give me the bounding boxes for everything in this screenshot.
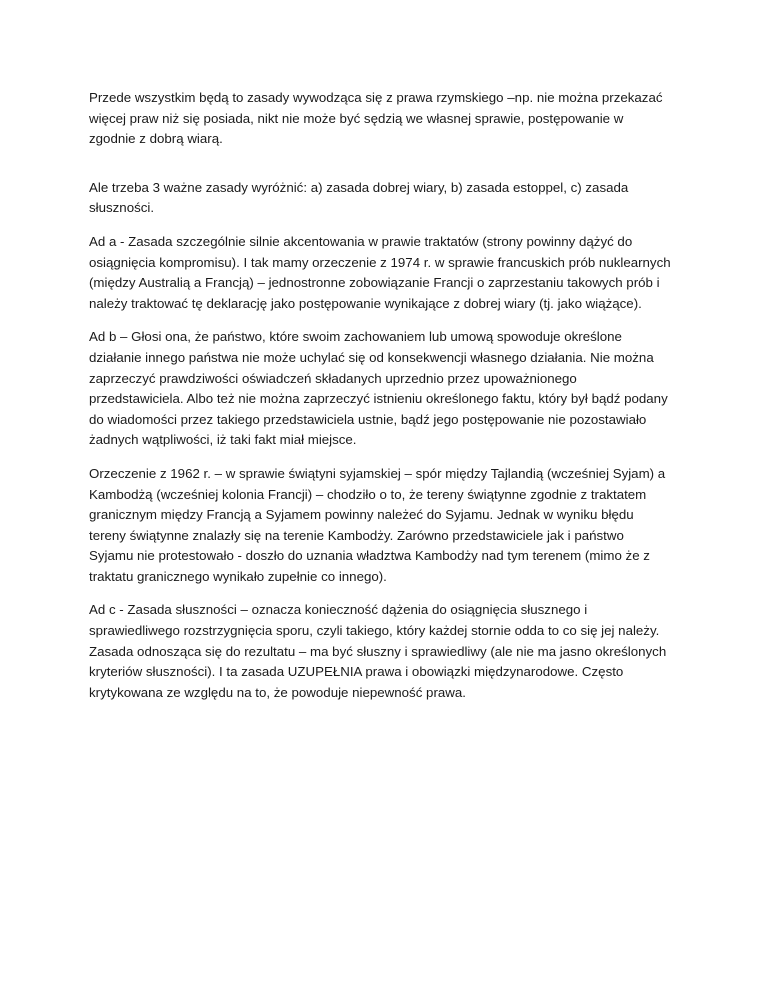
paragraph-estoppel: Ad b – Głosi ona, że państwo, które swoim zachowaniem lub umową spowoduje określone działanie innego państwa nie może uchylać się od konsekwencji własnego działania. Nie można zaprzeczyć prawdziwości oświadczeń składanych uprzednio przez upoważnionego przedstawiciela. Albo też nie można zaprzeczyć istnieniu określonego faktu, który był bądź podany do wiadomości przez takiego przedstawiciela ustnie, bądź jego postępowanie nie pozostawiało żadnych wątpliwości, iż taki fakt miał miejsce. [89, 329, 668, 448]
paragraph-intro: Przede wszystkim będą to zasady wywodząca się z prawa rzymskiego –np. nie można przekazać więcej praw niż się posiada, nikt nie może być sędzią we własnej sprawie, postępowanie w zgodnie z dobrą wiarą. [89, 90, 663, 147]
paragraph-three-principles: Ale trzeba 3 ważne zasady wyróżnić: a) zasada dobrej wiary, b) zasada estoppel, c) zasada słuszności. [89, 179, 629, 216]
paragraph-equity: Ad c - Zasada słuszności – oznacza konieczność dążenia do osiągnięcia słusznego i sprawiedliwego rozstrzygnięcia sporu, czyli takiego, który każdej stornie odda to co się jej należy. Zasada odnosząca się do rezultatu – ma być słuszny i sprawiedliwy (ale nie ma jasno określonych kryteriów słuszności). I ta zasada UZUPEŁNIA prawa i obowiązki międzynarodowe. Często krytykowana ze względu na to, że powoduje niepewność prawa. [89, 602, 667, 700]
paragraph-temple-case: Orzeczenie z 1962 r. – w sprawie świątyni syjamskiej – spór między Tajlandią (wcześniej Syjam) a Kambodżą (wcześniej kolonia Francji) – chodziło o to, że tereny świątynne zgodnie z traktatem granicznym między Francją a Syjamem powinny należeć do Syjamu. Jednak w wyniku błędu tereny świątynne znalazły się na terenie Kambodży. Zarówno przedstawiciele jak i państwo Syjamu nie protestowało - doszło do uznania władztwa Kambodży nad tym terenem (mimo że z traktatu granicznego wynikało zupełnie co innego). [89, 465, 666, 584]
paragraph-good-faith: Ad a - Zasada szczególnie silnie akcentowania w prawie traktatów (strony powinny dążyć do osiągnięcia kompromisu). I tak mamy orzeczenie z 1974 r. w sprawie francuskich prób nuklearnych (między Australią a Francją) – jednostronne zobowiązanie Francji o zaprzestaniu takowych prób i należy traktować tę deklarację jako postępowanie wynikające z dobrej wiary (tj. jako wiążące). [89, 233, 671, 311]
document-body [89, 88, 671, 716]
